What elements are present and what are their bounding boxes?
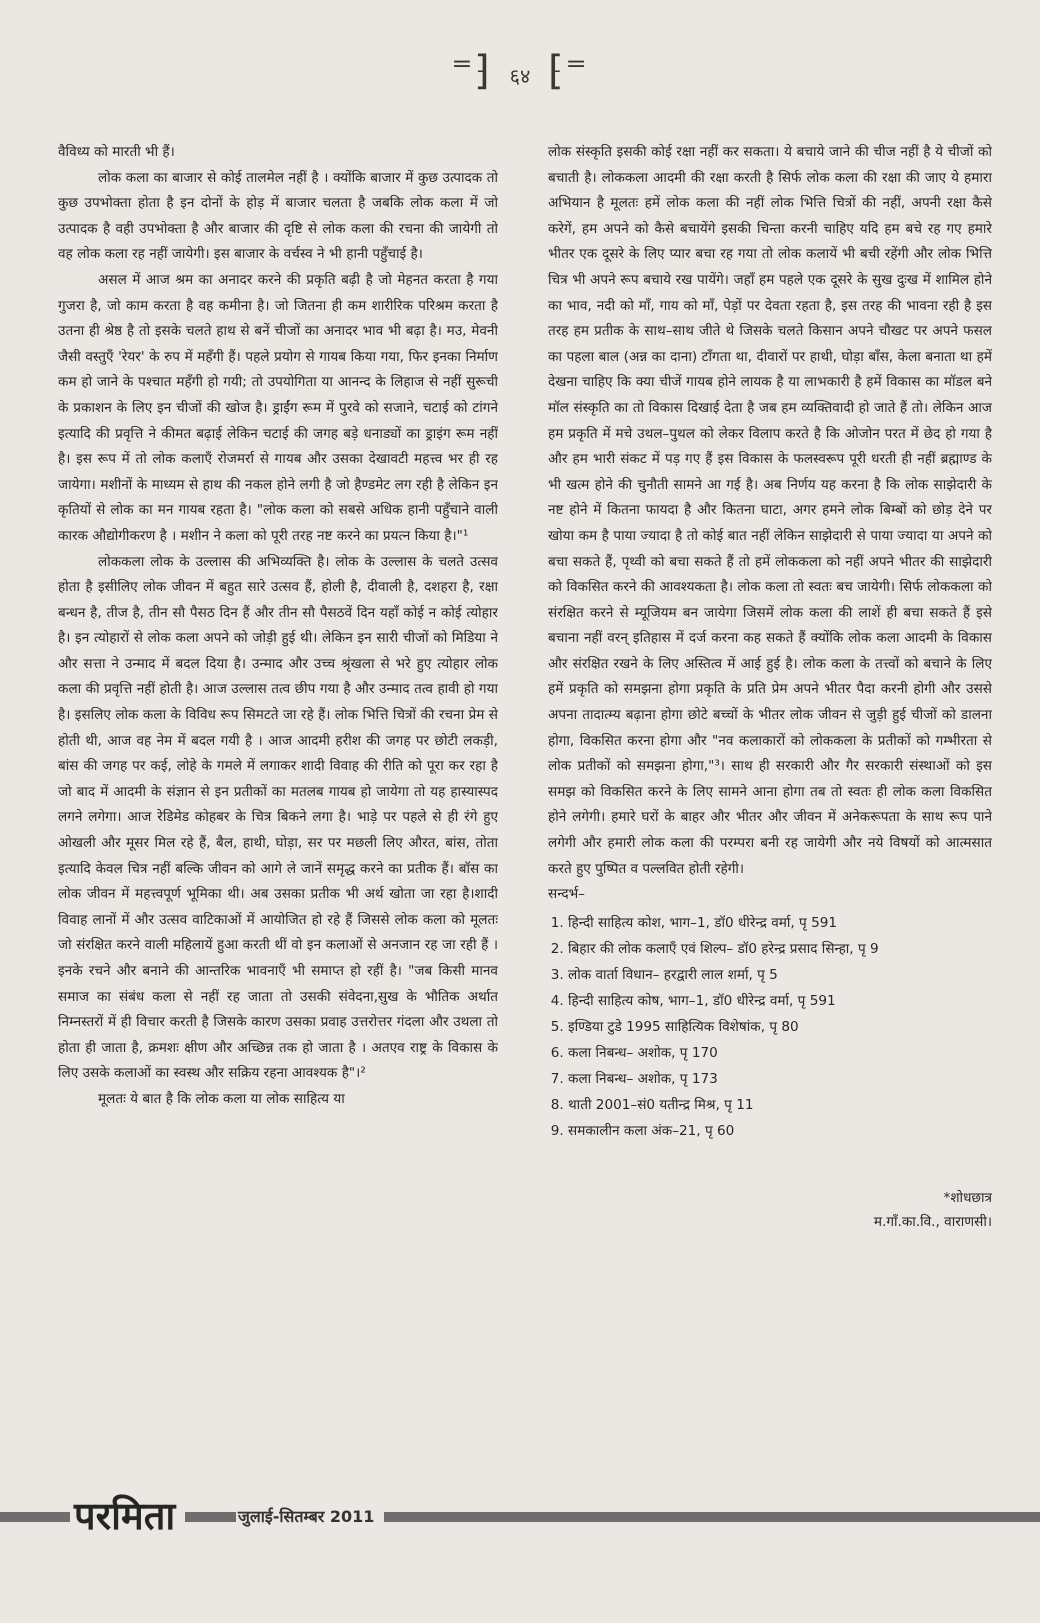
right-ornament: ⁅⁼ bbox=[547, 48, 589, 94]
reference-item: 6. कला निबन्ध– अशोक, पृ 170 bbox=[568, 1042, 992, 1064]
author-role: *शोधछात्र bbox=[943, 1189, 992, 1206]
references-list bbox=[548, 912, 992, 1142]
author-affiliation: म.गाँ.का.वि., वाराणसी। bbox=[873, 1213, 992, 1230]
paragraph: वैविध्य को मारती भी हैं। bbox=[58, 144, 175, 160]
reference-item: 8. थाती 2001–सं0 यतीन्द्र मिश्र, पृ 11 bbox=[568, 1094, 992, 1116]
reference-item: 4. हिन्दी साहित्य कोष, भाग–1, डॉ0 धीरेन्द्र वर्मा, पृ 591 bbox=[568, 990, 992, 1012]
paragraph: लोककला लोक के उल्लास की अभिव्यक्ति है। लोक के उल्लास के चलते उत्सव होता है इसीलिए लोक जीवन में बहुत सारे उत्सव हैं, होली है, दीवाली है, दशहरा है, रक्षा बन्धन है, तीज है, तीन सौ पैसठ दिन हैं और तीन सौ पैसठवें दिन यहाँ कोई न कोई त्योहार है। इन त्योहारों से लोक कला अपने को जोड़ी हुई थी। लेकिन इन सारी चीजों को मिडिया ने और सत्ता ने उन्माद में बदल दिया है। उन्माद और उच्च श्रृंखला से भरे हुए त्योहार लोक कला की प्रवृत्ति नहीं होती है। आज उल्लास तत्व छीप गया है और उन्माद तत्व हावी हो गया है। इसलिए लोक कला के विविध रूप सिमटते जा रहे हैं। लोक भित्ति चित्रों की रचना प्रेम से होती थी, आज वह नेम में बदल गयी है । आज आदमी हरीश की जगह पर छोटी लकड़ी, बांस की जगह पर कई, लोहे के गमले में लगाकर शादी विवाह की रीति को पूरा कर रहा है जो बाद में आदमी के संज्ञान से इन प्रतीकों का मतलब गायब हो जायेगा तो यह हास्यास्पद लगने लगेगा। आज रेडिमेड कोहबर के चित्र बिकने लगा है। भाड़े पर पहले से ही रंगे हुए ओखली और मूसर मिल रहे हैं, बैल, हाथी, घोड़ा, सर पर मछली लिए औरत, बांस, तोता इत्यादि केवल चित्र नहीं बल्कि जीवन को आगे ले जानें समृद्ध करने का प्रतीक हैं। बॉस का लोक जीवन में महत्त्वपूर्ण भूमिका थी। अब उसका प्रतीक भी अर्थ खोता जा रहा है।शादी विवाह लानों में और उत्सव वाटिकाओं में आयोजित हो रहे हैं जिससे लोक कला को मूलतः जो संरक्षित करने वाली महिलायें हुआ करती थीं वो इन कलाओं से अनजान रह जा रही हैं । इनके रचने और बनाने की आन्तरिक भावनाएँ भी समाप्त हो रहीं है। "जब किसी मानव समाज का संबंध कला से नहीं रह जाता तो उसकी संवेदना,सुख के भौतिक अर्थात निम्नस्तरों में ही विचार करती है जिसके कारण उसका प्रवाह उत्तरोत्तर गंदला और उथला तो होता ही जाता है, क्रमशः क्षीण और अच्छिन्न तक हो जाता है । अतएव राष्ट्र के विकास के लिए उसके कलाओं का स्वस्थ और सक्रिय रहना आवश्यक है"।² bbox=[58, 553, 498, 1082]
reference-item: 7. कला निबन्ध– अशोक, पृ 173 bbox=[568, 1068, 992, 1090]
paragraph: लोक संस्कृति इसकी कोई रक्षा नहीं कर सकता। ये बचाये जाने की चीज नहीं है ये चीजों को बचाती है। लोककला आदमी की रक्षा करती है सिर्फ लोक कला की रक्षा की जाए ये हमारा अभियान है मूलतः हमें लोक कला की नहीं लोक भित्ति चित्रों की नहीं, अपनी रक्षा कैसे करेगें, हम अपने को कैसे बचायेंगे इसकी चिन्ता करनी चाहिए यदि हम बचे रह गए हमारे भीतर एक दूसरे के लिए प्यार बचा रह गया तो लोक कलायें भी बची रहेंगी और लोक भित्ति चित्र भी अपने रूप बचाये रख पायेंगे। जहाँ हम पहले एक दूसरे के सुख दुःख में शामिल होने का भाव, नदी को माँ, गाय को माँ, पेड़ों पर देवता रहता है, इस तरह की भावना रही है इस तरह हम प्रतीक के साथ–साथ जीते थे जिसके चलते किसान अपने चौखट पर अपने फसल का पहला बाल (अन्न का दाना) टाँगता था, दीवारों पर हाथी, घोड़ा बाँस, केला बनाता था हमें देखना चाहिए कि क्या चीजें गायब होने लायक है या लाभकारी है हमें विकास का मॉडल बने मॉल संस्कृति का तो विकास दिखाई देता है जब हम व्यक्तिवादी हो जाते हैं तो। लेकिन आज हम प्रकृति में मचे उथल–पुथल को लेकर विलाप करते है कि ओजोन परत में छेद हो गया है और हम भारी संकट में पड़ गए हैं इस विकास के फलस्वरूप पूरी धरती ही नहीं ब्रह्माण्ड के भी खत्म होने की चुनौती सामने आ गई है। अब निर्णय यह करना है कि लोक साझेदारी के नष्ट होने में कितना फायदा है और कितना घाटा, अगर हमने लोक बिम्बों को छोड़ देने पर खोया कम है पाया ज्यादा है तो कोई बात नहीं लेकिन साझेदारी से पाया ज्यादा या अपने को बचा सकते हैं, पृथ्वी को बचा सकते हैं तो हमें लोककला को नहीं अपने भीतर की साझेदारी को विकसित करने की आवश्यकता है। लोक कला तो स्वतः बच जायेगी। सिर्फ लोककला को संरक्षित करने से म्यूजियम बन जायेगा जिसमें लोक कला की लाशें ही बचा सकते हैं इसे बचाना नहीं वरन् इतिहास में दर्ज करना कह सकते हैं क्योंकि लोक कला आदमी के विकास और संरक्षित रखने के लिए अस्तित्व में आई हुई है। लोक कला के तत्त्वों को बचाने के लिए हमें प्रकृति को समझना होगा प्रकृति के प्रति प्रेम अपने भीतर पैदा करनी होगी और उससे अपना तादात्म्य बढ़ाना होगा छोटे बच्चों के भीतर लोक जीवन से जुड़ी हुई चीजों को डालना होगा, विकसित करना होगा और "नव कलाकारों को लोककला के प्रतीकों को गम्भीरता से लोक प्रतीकों को समझना होगा,"³। साथ ही सरकारी और गैर सरकारी संस्थाओं को इस समझ को विकसित करने के लिए सामने आना होगा तब तो स्वतः ही लोक कला विकसित होने लगेगी। हमारे घरों के बाहर और भीतर और जीवन में अनेकरूपता के साथ रूप पाने लगेगी और हमारी लोक कला की परम्परा बनी रह जायेगी और नये विषयों को आत्मसात करते हुए पुष्पित व पल्लवित होती रहेगी। bbox=[548, 144, 992, 877]
left-ornament: ⁼⁆ bbox=[451, 48, 493, 94]
reference-item: 1. हिन्दी साहित्य कोश, भाग–1, डॉ0 धीरेन्द्र वर्मा, पृ 591 bbox=[568, 912, 992, 934]
left-column bbox=[58, 140, 498, 1585]
right-column bbox=[548, 140, 992, 1585]
paragraph: असल में आज श्रम का अनादर करने की प्रकृति बढ़ी है जो मेहनत करता है गया गुजरा है, जो काम करता है वह कमीना है। जो जितना ही कम शारीरिक परिश्रम करता है उतना ही श्रेष्ठ है तो इसके चलते हाथ से बनें चीजों का अनादर भाव भी बढ़ा है। मउ, मेवनी जैसी वस्तुएँ 'रेयर' के रुप में महँगी हैं। पहले प्रयोग से गायब किया गया, फिर इनका निर्माण कम हो जाने के पश्चात महँगी हो गयी; तो उपयोगिता या आनन्द के लिहाज से नहीं सुरूची के प्रकाशन के लिए इन चीजों की खोज है। ड्राईंग रूम में पुरवे को सजाने, चटाई को टांगने इत्यादि की प्रवृत्ति ने कीमत बढ़ाई लेकिन चटाई की जगह बड़े धनाड्यों का ड्राइंग रूम नहीं है। इस रूप में तो लोक कलाएँ रोजमर्रा से गायब और उसका देखावटी महत्त्व भर ही रह जायेगा। मशीनों के माध्यम से हाथ की नकल होने लगी है जो हैण्डमेट लग रही है लेकिन इन कृतियों से लोक का मन गायब रहता है। "लोक कला को सबसे अधिक हानी पहुँचाने वाली कारक औद्योगीकरण है । मशीन ने कला को पूरी तरह नष्ट करने का प्रयत्न किया है।"¹ bbox=[58, 271, 498, 544]
paragraph: लोक कला का बाजार से कोई तालमेल नहीं है । क्योंकि बाजार में कुछ उत्पादक तो कुछ उपभोक्ता होता है इन दोनों के होड़ में बाजार चलता है जबकि लोक कला में जो उत्पादक है वही उपभोक्ता है और बाजार की दृष्टि से लोक कला की रचना की जायेगी तो वह लोक कला रह नहीं जायेगी। इस बाजार के वर्चस्व ने भी हानी पहुँचाई है। bbox=[58, 169, 498, 263]
reference-item: 3. लोक वार्ता विधान– हरद्वारी लाल शर्मा, पृ 5 bbox=[568, 964, 992, 986]
reference-item: 5. इण्डिया टुडे 1995 साहित्यिक विशेषांक, पृ 80 bbox=[568, 1016, 992, 1038]
references-title: सन्दर्भ– bbox=[548, 886, 585, 903]
page-footer bbox=[0, 1488, 1040, 1548]
page-number-value: ६४ bbox=[509, 64, 531, 88]
page-number bbox=[0, 48, 1040, 94]
reference-item: 2. बिहार की लोक कलाएँ एवं शिल्प– डॉ0 हरेन्द्र प्रसाद सिन्हा, पृ 9 bbox=[568, 938, 992, 960]
magazine-title: परमिता bbox=[70, 1488, 185, 1544]
author-signature bbox=[548, 1186, 992, 1234]
reference-item: 9. समकालीन कला अंक–21, पृ 60 bbox=[568, 1120, 992, 1142]
issue-date: जुलाई-सितम्बर 2011 bbox=[236, 1502, 384, 1532]
paragraph: मूलतः ये बात है कि लोक कला या लोक साहित्य या bbox=[98, 1090, 345, 1107]
